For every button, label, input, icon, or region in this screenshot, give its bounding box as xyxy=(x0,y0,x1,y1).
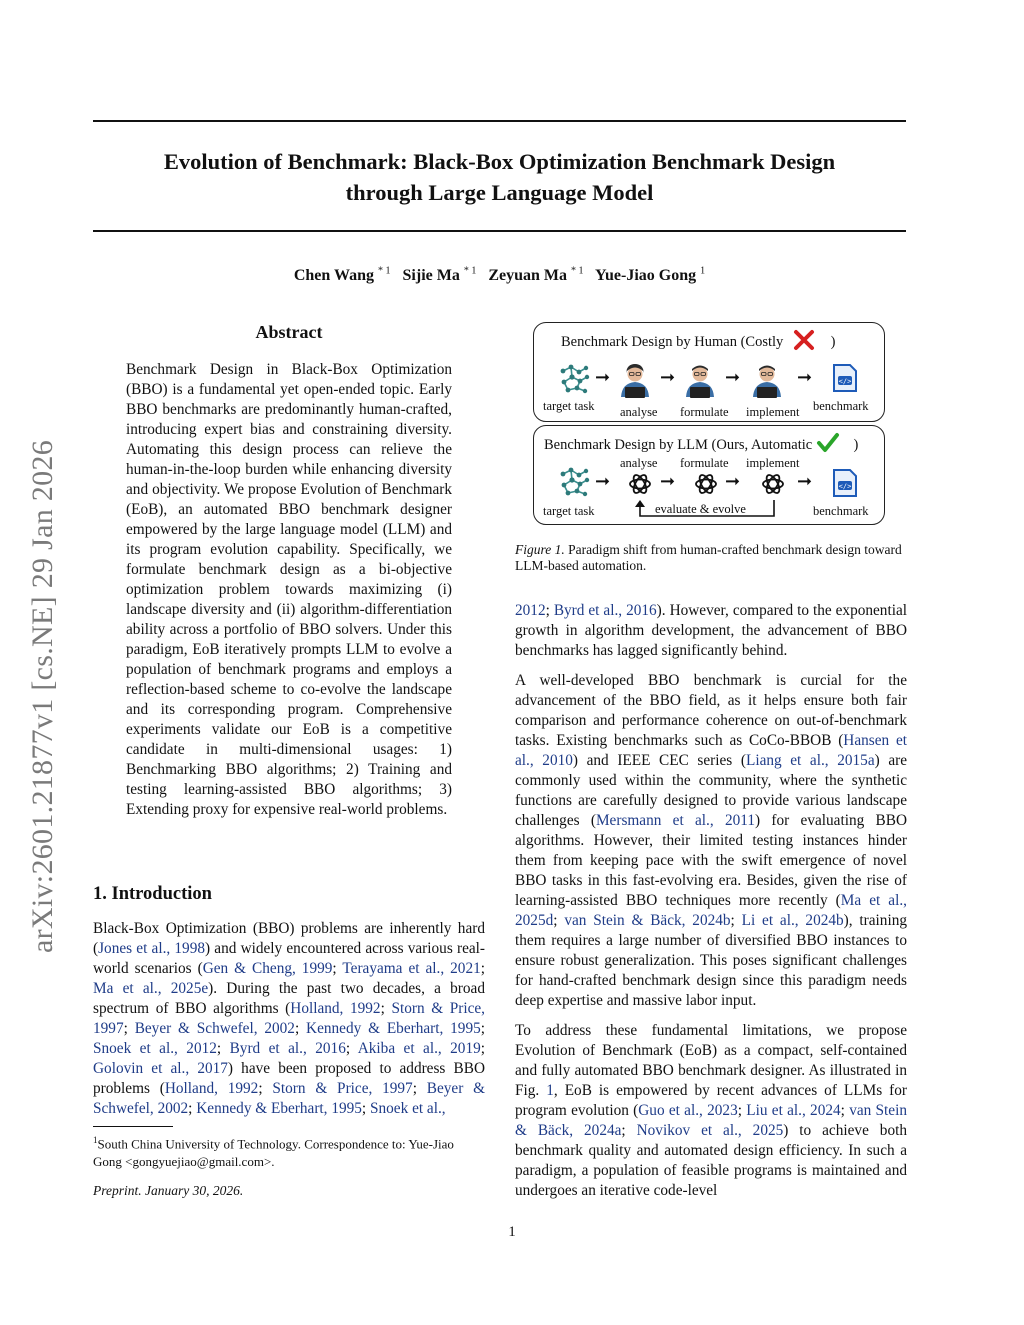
svg-text:</>: </> xyxy=(838,482,852,491)
citation-link[interactable]: Storn & Price, 1997 xyxy=(272,1080,413,1097)
footnote-rule xyxy=(93,1126,173,1127)
citation-link[interactable]: Mersmann et al., 2011 xyxy=(595,812,756,829)
citation-link[interactable]: Liu et al., 2024 xyxy=(746,1102,841,1119)
arrow-right-icon: ➞ xyxy=(660,367,676,387)
intro-paragraph-2: 2012; Byrd et al., 2016). However, compared to the exponential growth in algorithm development, the advancement of BBO benchmarks has lagged significantly behind. xyxy=(515,602,907,659)
intro-paragraph-4: To address these fundamental limitations, we propose Evolution of Benchmark (EoB) as a compact, self-contained and fully automated BBO benchmark designer. As illustrated in Fig. 1, EoB is empowered by recent advances of LLMs for program evolution (Guo et al., 2023; Liu et al., 2024; van Stein & Bäck, 2024a; Novikov et al., 2025) to achieve both benchmark quality and automated design efficiency. In such a paradigm, a population of feasible programs is maintained and undergoes an iterative code-level xyxy=(515,1022,907,1199)
intro-paragraph-1: Black-Box Optimization (BBO) problems are inherently hard (Jones et al., 1998) and widely encountered across various real-world scenarios (Gen & Cheng, 1999; Terayama et al., 2021; Ma et al., 2025e). During the past two decades, a broad spectrum of BBO algorithms (Holland, 1992; Storn & Price, 1997; Beyer & Schwefel, 2002; Kennedy & Eberhart, 1995; Snoek et al., 2012; Byrd et al., 2016; Akiba et al., 2019; Golovin et al., 2017) have been proposed to address BBO problems (Holland, 1992; Storn & Price, 1997; Beyer & Schwefel, 2002; Kennedy & Eberhart, 1995; Snoek et al., xyxy=(93,920,486,1117)
cross-icon xyxy=(793,329,815,351)
footnote-text: South China University of Technology. Correspondence to: Yue-Jiao Gong <gongyuejiao@gmail.com>. xyxy=(93,1136,454,1170)
citation-link[interactable]: Jones et al., 1998 xyxy=(98,940,205,957)
benchmark-file-icon xyxy=(831,468,859,498)
citation-link[interactable]: 2012 xyxy=(515,602,546,619)
abstract-text: Benchmark Design in Black-Box Optimization (BBO) is a fundamental yet open-ended topic. Early BBO benchmarks are predominantly human-crafted, introducing expert bias and constraining diversity. Automating this design process can relieve the human-in-the-loop burden while enhancing diversity and objectivity. We propose Evolution of Benchmark (EoB), an automated BBO benchmark designer empowered by the large language model (LLM) and its program evolution capability. Specifically, we formulate benchmark design as a bi-objective optimization problem towards maximizing (i) landscape diversity and (ii) algorithm-differentiation ability across a portfolio of BBO solvers. Under this paradigm, EoB iteratively prompts LLM to evolve a population of benchmark programs and employs a reflection-based scheme to co-evolve the landscape and its corresponding program. Comprehensive experiments validate our EoB is a competitive candidate in multi-dimensional usages: 1) Benchmarking BBO algorithms; 2) Training and testing learning-assisted BBO algorithms; 3) Extending proxy for expensive real-world problems. xyxy=(126,361,452,818)
intro-paragraph-3: A well-developed BBO benchmark is curcial for the advancement of the BBO field, as it helps ensure both fair comparison and performance coherence on out-of-benchmark tasks. Existing benchmarks such as CoCo-BBOB (Hansen et al., 2010) and IEEE CEC series (Liang et al., 2015a) are commonly used within the community, where the synthetic functions are carefully designed to provide various landscape challenges (Mersmann et al., 2011) for evaluating BBO algorithms. However, their limited testing instances hinder them from keeping pace with the swift emergence of novel BBO tasks in this fast-evolving era. Besides, given the rise of learning-assisted BBO techniques more recently (Ma et al., 2025d; van Stein & Bäck, 2024b; Li et al., 2024b), training them requires a large number of diversified BBO instances to ensure robust generalization. This poses significant challenges for hand-crafted benchmark design since this paradigm needs deep expertise and massive labor input. xyxy=(515,672,907,1009)
caption-label: Figure 1. xyxy=(515,542,565,557)
check-icon xyxy=(816,432,840,454)
citation-link[interactable]: Ma et al., 2025d xyxy=(515,892,907,929)
title-line-1: Evolution of Benchmark: Black-Box Optimization Benchmark Design xyxy=(163,149,836,174)
arxiv-sidebar-id: arXiv:2601.21877v1 [cs.NE] 29 Jan 2026 xyxy=(26,440,59,953)
panel-human-title: Benchmark Design by Human (Costly ) xyxy=(561,329,835,351)
citation-link[interactable]: Snoek et al., 2012 xyxy=(93,1040,217,1057)
arrow-right-icon: ➞ xyxy=(595,367,611,387)
figure-1 xyxy=(533,322,885,524)
arrow-right-icon: ➞ xyxy=(725,471,741,491)
arrow-right-icon: ➞ xyxy=(797,367,813,387)
citation-link[interactable]: Gen & Cheng, 1999 xyxy=(202,960,333,977)
title-top-rule xyxy=(93,120,906,122)
panel-llm-title: Benchmark Design by LLM (Ours, Automatic ) xyxy=(544,432,858,454)
label-benchmark: benchmark xyxy=(813,504,869,518)
paper-title xyxy=(93,146,906,208)
citation-link[interactable]: Novikov et al., 2025 xyxy=(636,1122,784,1139)
citation-link[interactable]: Beyer & Schwefel, 2002 xyxy=(134,1020,295,1037)
author: Yue-Jiao Gong $^1$ xyxy=(594,266,706,285)
benchmark-file-icon xyxy=(831,363,859,393)
section-heading-introduction: 1. Introduction xyxy=(93,884,212,904)
panel-llm-design xyxy=(533,425,885,525)
author: Sijie Ma $^{* 1}$ xyxy=(402,266,477,285)
citation-link[interactable]: Akiba et al., 2019 xyxy=(357,1040,481,1057)
molecule-icon xyxy=(558,466,592,498)
preprint-notice: Preprint. January 30, 2026. xyxy=(93,1183,244,1198)
svg-text:</>: </> xyxy=(838,377,852,386)
arrow-right-icon: ➞ xyxy=(660,471,676,491)
label-implement: implement xyxy=(746,456,800,470)
title-bottom-rule xyxy=(93,230,906,232)
llm-logo-icon xyxy=(693,471,719,497)
label-target-task: target task xyxy=(543,504,595,518)
footnote xyxy=(93,1131,485,1171)
citation-link[interactable]: Beyer & Schwefel, 2002 xyxy=(93,1080,486,1117)
citation-link[interactable]: Storn & Price, 1997 xyxy=(93,1000,486,1037)
caption-text: Paradigm shift from human-crafted benchmark design toward LLM-based automation. xyxy=(515,542,902,573)
citation-link[interactable]: 1 xyxy=(546,1082,554,1099)
title-line-2: through Large Language Model xyxy=(345,180,654,205)
author: Zeyuan Ma $^{* 1}$ xyxy=(488,266,584,285)
panel-human-design xyxy=(533,322,885,422)
figure-caption xyxy=(515,542,907,574)
human-expert-icon xyxy=(748,361,786,399)
label-analyse: analyse xyxy=(620,456,658,470)
citation-link[interactable]: Kennedy & Eberhart, 1995 xyxy=(306,1020,481,1037)
label-formulate: formulate xyxy=(680,405,729,419)
arrow-right-icon: ➞ xyxy=(725,367,741,387)
citation-link[interactable]: Holland, 1992 xyxy=(290,1000,381,1017)
author-list xyxy=(93,266,906,285)
llm-logo-icon xyxy=(627,471,653,497)
citation-link[interactable]: Li et al., 2024b xyxy=(741,912,844,929)
citation-link[interactable]: Hansen et al., 2010 xyxy=(515,732,907,769)
molecule-icon xyxy=(558,363,592,395)
citation-link[interactable]: Ma et al., 2025e xyxy=(93,980,209,997)
label-formulate: formulate xyxy=(680,456,729,470)
label-benchmark: benchmark xyxy=(813,399,869,413)
citation-link[interactable]: Golovin et al., 2017 xyxy=(93,1060,228,1077)
citation-link[interactable]: van Stein & Bäck, 2024a xyxy=(515,1102,907,1139)
right-column xyxy=(515,601,907,1211)
citation-link[interactable]: Guo et al., 2023 xyxy=(638,1102,738,1119)
human-expert-icon xyxy=(616,361,654,399)
llm-logo-icon xyxy=(760,471,786,497)
citation-link[interactable]: Byrd et al., 2016 xyxy=(553,602,657,619)
citation-link[interactable]: Holland, 1992 xyxy=(164,1080,259,1097)
citation-link[interactable]: Snoek et al., xyxy=(370,1100,446,1117)
human-expert-icon xyxy=(681,361,719,399)
citation-link[interactable]: Terayama et al., 2021 xyxy=(342,960,481,977)
label-target-task: target task xyxy=(543,399,595,413)
arrow-right-icon: ➞ xyxy=(595,471,611,491)
citation-link[interactable]: Liang et al., 2015a xyxy=(745,752,875,769)
label-implement: implement xyxy=(746,405,800,419)
citation-link[interactable]: Byrd et al., 2016 xyxy=(229,1040,346,1057)
arrow-right-icon: ➞ xyxy=(797,471,813,491)
page-number: 1 xyxy=(508,1224,516,1240)
author: Chen Wang $^{* 1}$ xyxy=(293,266,391,285)
citation-link[interactable]: van Stein & Bäck, 2024b xyxy=(564,912,731,929)
label-analyse: analyse xyxy=(620,405,658,419)
abstract-heading: Abstract xyxy=(255,322,323,342)
label-evaluate-evolve: evaluate & evolve xyxy=(655,502,746,516)
footnote-mark: 1 xyxy=(93,1135,98,1145)
citation-link[interactable]: Kennedy & Eberhart, 1995 xyxy=(196,1100,362,1117)
